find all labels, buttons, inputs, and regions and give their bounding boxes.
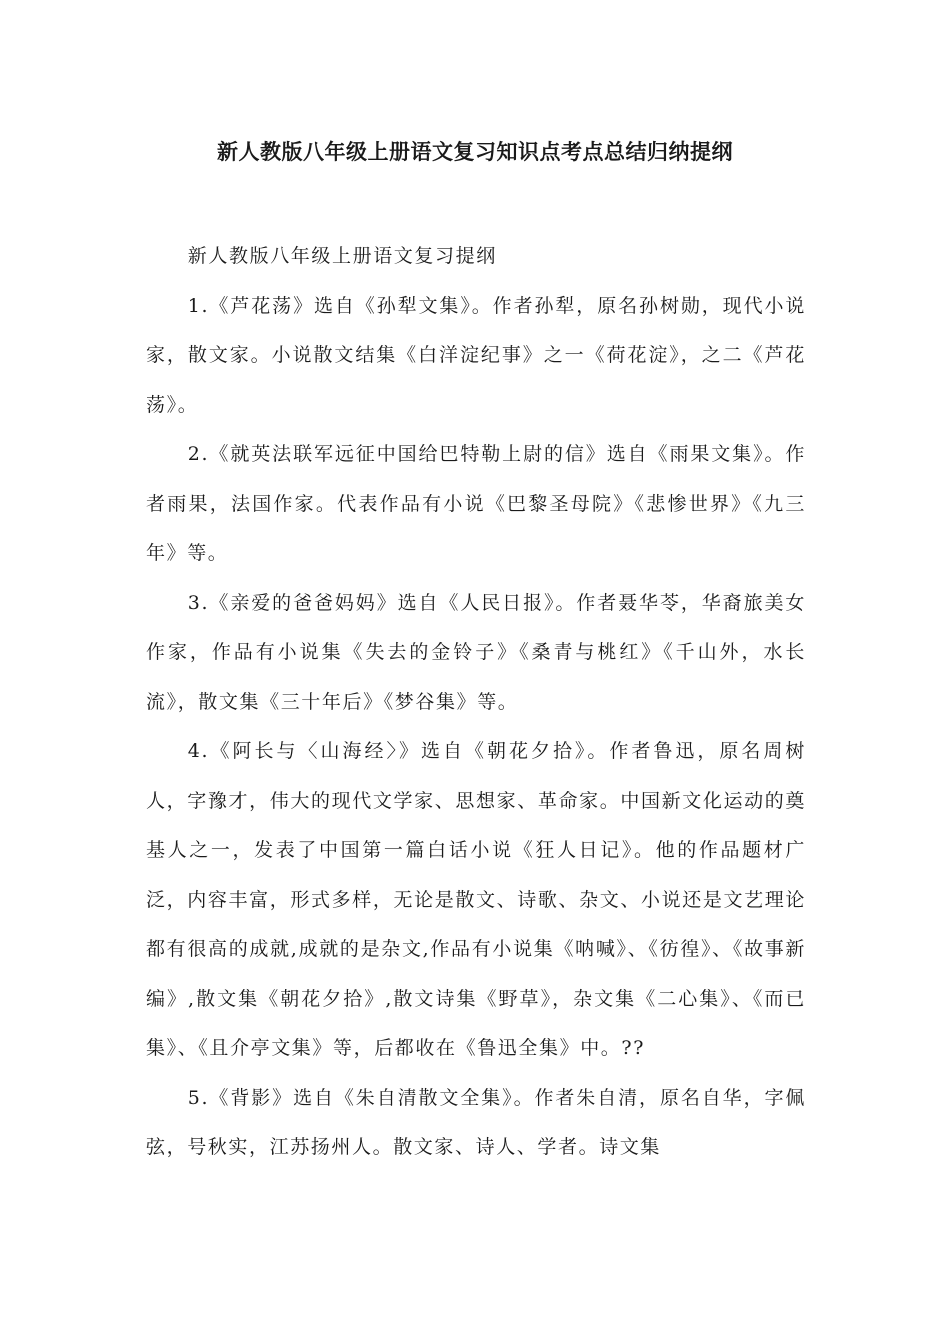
paragraph-5: 5.《背影》选自《朱自清散文全集》。作者朱自清，原名自华，字佩弦，号秋实，江苏扬州人。散文家、诗人、学者。诗文集: [146, 1086, 806, 1158]
paragraph-3: 3.《亲爱的爸爸妈妈》选自《人民日报》。作者聂华苓，华裔旅美女作家，作品有小说集《失去的金铃子》《桑青与桃红》《千山外，水长流》，散文集《三十年后》《梦谷集》等。: [146, 591, 806, 713]
paragraph-4: 4.《阿长与〈山海经〉》选自《朝花夕拾》。作者鲁迅，原名周树人，字豫才，伟大的现代文学家、思想家、革命家。中国新文化运动的奠基人之一，发表了中国第一篇白话小说《狂人日记》。他的作品题材广泛，内容丰富，形式多样，无论是散文、诗歌、杂文、小说还是文艺理论都有很高的成就,成就的是杂文,作品有小说集《呐喊》、《彷徨》、《故事新编》,散文集《朝花夕拾》,散文诗集《野草》，杂文集《二心集》、《而已集》、《且介亭文集》等，后都收在《鲁迅全集》中。??: [146, 740, 806, 1059]
paragraph-1: 1.《芦花荡》选自《孙犁文集》。作者孙犁，原名孙树勋，现代小说家，散文家。小说散文结集《白洋淀纪事》之一《荷花淀》，之二《芦花荡》。: [146, 294, 806, 416]
document-subtitle: 新人教版八年级上册语文复习提纲: [187, 245, 497, 267]
document-title: 新人教版八年级上册语文复习知识点考点总结归纳提纲: [217, 140, 733, 164]
document-body: [146, 232, 806, 1173]
paragraph-2: 2.《就英法联军远征中国给巴特勒上尉的信》选自《雨果文集》。作者雨果，法国作家。代表作品有小说《巴黎圣母院》《悲惨世界》《九三年》等。: [146, 443, 806, 564]
